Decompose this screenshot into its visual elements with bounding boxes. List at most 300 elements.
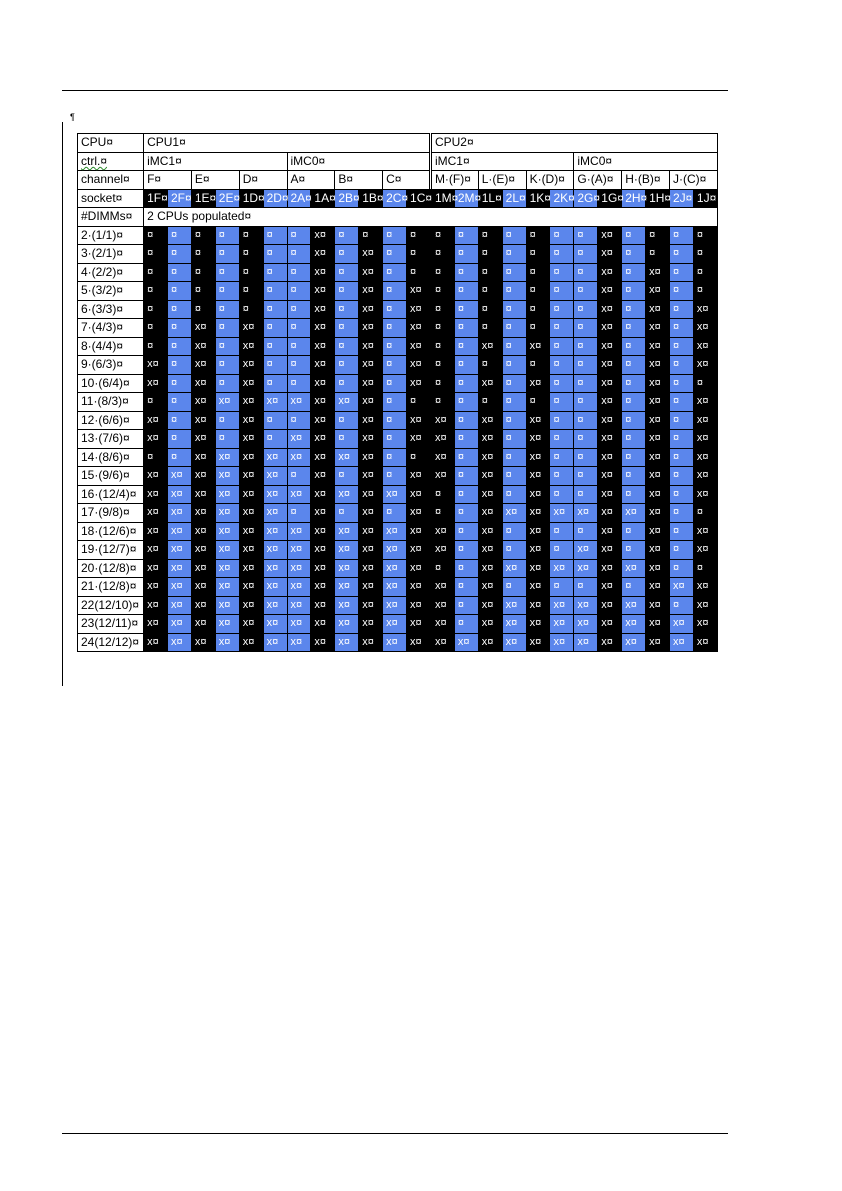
config-cell: ¤ bbox=[287, 374, 311, 393]
config-cell: ¤ bbox=[383, 393, 407, 412]
config-cell: ¤ bbox=[144, 319, 168, 338]
config-cell: x¤ bbox=[144, 411, 168, 430]
config-cell: ¤ bbox=[335, 263, 359, 282]
config-row bbox=[78, 337, 718, 356]
config-cell: x¤ bbox=[311, 615, 335, 634]
config-cell: ¤ bbox=[335, 245, 359, 264]
config-cell: ¤ bbox=[263, 319, 287, 338]
config-cell: x¤ bbox=[239, 411, 263, 430]
config-row bbox=[78, 356, 718, 375]
config-row-label: 6·(3/3)¤ bbox=[78, 300, 144, 319]
config-cell: x¤ bbox=[693, 522, 717, 541]
config-cell: x¤ bbox=[311, 245, 335, 264]
config-cell: ¤ bbox=[526, 319, 550, 338]
config-cell: ¤ bbox=[622, 411, 646, 430]
config-cell: x¤ bbox=[550, 504, 574, 523]
config-row-label: 17·(9/8)¤ bbox=[78, 504, 144, 523]
config-cell: ¤ bbox=[574, 263, 598, 282]
config-row bbox=[78, 374, 718, 393]
config-cell: x¤ bbox=[144, 615, 168, 634]
config-cell: x¤ bbox=[622, 615, 646, 634]
config-cell: ¤ bbox=[693, 559, 717, 578]
config-cell: ¤ bbox=[670, 337, 694, 356]
config-cell: ¤ bbox=[430, 504, 454, 523]
config-cell: ¤ bbox=[263, 356, 287, 375]
config-row bbox=[78, 578, 718, 597]
config-cell: ¤ bbox=[383, 467, 407, 486]
socket-cell: 2J¤ bbox=[670, 189, 694, 208]
config-cell: x¤ bbox=[478, 615, 502, 634]
config-cell: x¤ bbox=[574, 615, 598, 634]
config-cell: x¤ bbox=[359, 374, 383, 393]
config-cell: ¤ bbox=[383, 411, 407, 430]
config-cell: ¤ bbox=[550, 356, 574, 375]
config-row-label: 23(12/11)¤ bbox=[78, 615, 144, 634]
config-cell: ¤ bbox=[478, 356, 502, 375]
config-cell: x¤ bbox=[359, 541, 383, 560]
config-cell: ¤ bbox=[670, 374, 694, 393]
config-cell: x¤ bbox=[287, 596, 311, 615]
config-cell: x¤ bbox=[526, 374, 550, 393]
config-cell: x¤ bbox=[693, 356, 717, 375]
config-cell: ¤ bbox=[502, 300, 526, 319]
config-cell: x¤ bbox=[430, 633, 454, 652]
config-row-label: 13·(7/6)¤ bbox=[78, 430, 144, 449]
config-row-label: 5·(3/2)¤ bbox=[78, 282, 144, 301]
channel-cell: K·(D)¤ bbox=[526, 171, 574, 190]
config-cell: ¤ bbox=[167, 319, 191, 338]
socket-cell: 1H¤ bbox=[646, 189, 670, 208]
config-row bbox=[78, 226, 718, 245]
config-cell: ¤ bbox=[430, 393, 454, 412]
config-cell: x¤ bbox=[550, 559, 574, 578]
config-cell: x¤ bbox=[287, 633, 311, 652]
config-cell: x¤ bbox=[646, 300, 670, 319]
config-cell: x¤ bbox=[526, 504, 550, 523]
config-cell: x¤ bbox=[287, 485, 311, 504]
config-cell: x¤ bbox=[478, 467, 502, 486]
config-cell: x¤ bbox=[526, 485, 550, 504]
config-cell: ¤ bbox=[502, 393, 526, 412]
config-cell: ¤ bbox=[622, 226, 646, 245]
config-cell: ¤ bbox=[574, 467, 598, 486]
config-cell: ¤ bbox=[407, 263, 431, 282]
config-cell: x¤ bbox=[407, 559, 431, 578]
config-cell: ¤ bbox=[239, 282, 263, 301]
config-cell: ¤ bbox=[167, 337, 191, 356]
config-cell: x¤ bbox=[478, 633, 502, 652]
config-cell: ¤ bbox=[670, 226, 694, 245]
ctrl-cpu1-imc1: iMC1¤ bbox=[144, 152, 287, 171]
config-cell: x¤ bbox=[407, 467, 431, 486]
config-cell: ¤ bbox=[383, 263, 407, 282]
socket-cell: 2K¤ bbox=[550, 189, 574, 208]
config-cell: ¤ bbox=[622, 541, 646, 560]
config-cell: x¤ bbox=[478, 485, 502, 504]
config-cell: ¤ bbox=[574, 430, 598, 449]
config-cell: ¤ bbox=[622, 448, 646, 467]
config-cell: ¤ bbox=[670, 541, 694, 560]
socket-cell: 1C¤ bbox=[407, 189, 431, 208]
config-cell: ¤ bbox=[144, 245, 168, 264]
socket-cell: 2L¤ bbox=[502, 189, 526, 208]
ctrl-row bbox=[78, 152, 718, 171]
config-cell: x¤ bbox=[191, 559, 215, 578]
config-cell: ¤ bbox=[550, 374, 574, 393]
config-cell: ¤ bbox=[215, 263, 239, 282]
config-cell: ¤ bbox=[550, 578, 574, 597]
config-cell: x¤ bbox=[478, 522, 502, 541]
config-cell: ¤ bbox=[550, 485, 574, 504]
config-cell: ¤ bbox=[550, 337, 574, 356]
config-cell: ¤ bbox=[191, 263, 215, 282]
config-cell: ¤ bbox=[646, 245, 670, 264]
config-cell: ¤ bbox=[167, 263, 191, 282]
config-cell: ¤ bbox=[287, 504, 311, 523]
config-cell: x¤ bbox=[335, 448, 359, 467]
config-cell: x¤ bbox=[311, 263, 335, 282]
config-cell: x¤ bbox=[430, 467, 454, 486]
config-cell: x¤ bbox=[239, 393, 263, 412]
config-cell: x¤ bbox=[191, 633, 215, 652]
config-cell: ¤ bbox=[454, 541, 478, 560]
config-cell: x¤ bbox=[311, 226, 335, 245]
config-row bbox=[78, 430, 718, 449]
config-cell: ¤ bbox=[383, 337, 407, 356]
config-cell: ¤ bbox=[383, 430, 407, 449]
config-row bbox=[78, 467, 718, 486]
config-cell: x¤ bbox=[478, 374, 502, 393]
config-cell: ¤ bbox=[574, 319, 598, 338]
config-cell: x¤ bbox=[144, 485, 168, 504]
config-cell: ¤ bbox=[430, 282, 454, 301]
config-cell: ¤ bbox=[263, 263, 287, 282]
config-cell: ¤ bbox=[215, 430, 239, 449]
config-cell: x¤ bbox=[526, 541, 550, 560]
config-cell: x¤ bbox=[598, 226, 622, 245]
config-cell: ¤ bbox=[622, 337, 646, 356]
socket-cell: 1M¤ bbox=[430, 189, 454, 208]
ctrl-cpu1-imc0: iMC0¤ bbox=[287, 152, 430, 171]
config-cell: x¤ bbox=[693, 596, 717, 615]
config-cell: x¤ bbox=[167, 541, 191, 560]
config-cell: ¤ bbox=[550, 430, 574, 449]
config-cell: x¤ bbox=[144, 559, 168, 578]
config-cell: x¤ bbox=[263, 467, 287, 486]
config-row bbox=[78, 615, 718, 634]
socket-row bbox=[78, 189, 718, 208]
config-cell: x¤ bbox=[263, 596, 287, 615]
config-cell: ¤ bbox=[670, 393, 694, 412]
config-cell: x¤ bbox=[502, 615, 526, 634]
config-cell: ¤ bbox=[574, 337, 598, 356]
config-cell: x¤ bbox=[191, 374, 215, 393]
config-cell: x¤ bbox=[311, 559, 335, 578]
config-cell: x¤ bbox=[263, 504, 287, 523]
config-cell: x¤ bbox=[478, 504, 502, 523]
config-cell: x¤ bbox=[693, 393, 717, 412]
socket-cell: 1K¤ bbox=[526, 189, 550, 208]
config-cell: ¤ bbox=[622, 282, 646, 301]
config-row bbox=[78, 282, 718, 301]
config-cell: ¤ bbox=[191, 300, 215, 319]
config-cell: x¤ bbox=[526, 430, 550, 449]
config-cell: x¤ bbox=[335, 615, 359, 634]
socket-cell: 2M¤ bbox=[454, 189, 478, 208]
config-cell: x¤ bbox=[311, 578, 335, 597]
config-cell: x¤ bbox=[574, 559, 598, 578]
config-cell: x¤ bbox=[693, 337, 717, 356]
config-cell: x¤ bbox=[167, 485, 191, 504]
config-cell: ¤ bbox=[287, 356, 311, 375]
config-row bbox=[78, 319, 718, 338]
channel-cell: C¤ bbox=[383, 171, 431, 190]
config-cell: ¤ bbox=[167, 374, 191, 393]
config-cell: x¤ bbox=[407, 541, 431, 560]
config-cell: ¤ bbox=[622, 485, 646, 504]
config-cell: ¤ bbox=[670, 411, 694, 430]
config-cell: x¤ bbox=[407, 615, 431, 634]
config-cell: x¤ bbox=[191, 578, 215, 597]
config-row bbox=[78, 559, 718, 578]
config-cell: x¤ bbox=[191, 393, 215, 412]
config-cell: ¤ bbox=[693, 226, 717, 245]
config-cell: x¤ bbox=[430, 615, 454, 634]
config-cell: x¤ bbox=[311, 393, 335, 412]
config-cell: ¤ bbox=[263, 300, 287, 319]
config-cell: ¤ bbox=[430, 300, 454, 319]
config-cell: x¤ bbox=[646, 337, 670, 356]
config-row-label: 15·(9/6)¤ bbox=[78, 467, 144, 486]
config-cell: x¤ bbox=[359, 559, 383, 578]
config-cell: ¤ bbox=[526, 356, 550, 375]
config-cell: ¤ bbox=[502, 467, 526, 486]
config-row-label: 24(12/12)¤ bbox=[78, 633, 144, 652]
config-cell: ¤ bbox=[526, 226, 550, 245]
config-cell: x¤ bbox=[311, 504, 335, 523]
config-cell: ¤ bbox=[263, 430, 287, 449]
config-cell: ¤ bbox=[502, 374, 526, 393]
config-cell: ¤ bbox=[263, 282, 287, 301]
config-cell: x¤ bbox=[670, 633, 694, 652]
config-cell: x¤ bbox=[598, 337, 622, 356]
config-cell: ¤ bbox=[622, 319, 646, 338]
config-cell: x¤ bbox=[598, 448, 622, 467]
config-cell: ¤ bbox=[167, 393, 191, 412]
config-cell: ¤ bbox=[693, 263, 717, 282]
config-cell: x¤ bbox=[263, 485, 287, 504]
config-cell: ¤ bbox=[670, 559, 694, 578]
config-cell: ¤ bbox=[622, 300, 646, 319]
channel-cell: H·(B)¤ bbox=[622, 171, 670, 190]
config-cell: x¤ bbox=[191, 430, 215, 449]
config-cell: x¤ bbox=[144, 467, 168, 486]
config-cell: x¤ bbox=[550, 633, 574, 652]
config-cell: ¤ bbox=[478, 300, 502, 319]
config-cell: x¤ bbox=[478, 337, 502, 356]
config-cell: ¤ bbox=[144, 226, 168, 245]
config-cell: x¤ bbox=[526, 596, 550, 615]
config-cell: x¤ bbox=[144, 578, 168, 597]
config-cell: x¤ bbox=[407, 430, 431, 449]
config-cell: x¤ bbox=[287, 615, 311, 634]
config-cell: ¤ bbox=[502, 245, 526, 264]
socket-cell: 2A¤ bbox=[287, 189, 311, 208]
config-cell: ¤ bbox=[167, 430, 191, 449]
config-cell: ¤ bbox=[502, 226, 526, 245]
config-cell: ¤ bbox=[454, 263, 478, 282]
config-cell: ¤ bbox=[478, 263, 502, 282]
config-cell: x¤ bbox=[167, 467, 191, 486]
config-cell: x¤ bbox=[335, 633, 359, 652]
dimm-population-table-wrap bbox=[77, 133, 718, 652]
config-cell: x¤ bbox=[407, 504, 431, 523]
config-cell: x¤ bbox=[598, 522, 622, 541]
config-cell: ¤ bbox=[454, 374, 478, 393]
config-cell: ¤ bbox=[215, 374, 239, 393]
socket-cell: 2D¤ bbox=[263, 189, 287, 208]
config-cell: ¤ bbox=[430, 263, 454, 282]
config-cell: ¤ bbox=[502, 411, 526, 430]
config-cell: x¤ bbox=[502, 596, 526, 615]
config-cell: ¤ bbox=[383, 319, 407, 338]
config-cell: x¤ bbox=[407, 578, 431, 597]
config-cell: ¤ bbox=[430, 485, 454, 504]
config-cell: ¤ bbox=[335, 467, 359, 486]
config-row-label: 3·(2/1)¤ bbox=[78, 245, 144, 264]
config-cell: ¤ bbox=[287, 245, 311, 264]
config-cell: ¤ bbox=[263, 411, 287, 430]
config-cell: ¤ bbox=[454, 467, 478, 486]
config-cell: x¤ bbox=[574, 596, 598, 615]
config-cell: x¤ bbox=[598, 504, 622, 523]
config-cell: x¤ bbox=[407, 300, 431, 319]
config-cell: ¤ bbox=[550, 226, 574, 245]
config-cell: ¤ bbox=[550, 393, 574, 412]
config-cell: x¤ bbox=[407, 596, 431, 615]
config-cell: x¤ bbox=[239, 541, 263, 560]
config-cell: ¤ bbox=[670, 282, 694, 301]
config-cell: ¤ bbox=[502, 485, 526, 504]
config-cell: x¤ bbox=[311, 467, 335, 486]
config-cell: x¤ bbox=[239, 633, 263, 652]
config-cell: x¤ bbox=[191, 319, 215, 338]
config-cell: x¤ bbox=[215, 393, 239, 412]
config-cell: ¤ bbox=[693, 504, 717, 523]
header-rule bbox=[62, 90, 728, 91]
config-row bbox=[78, 485, 718, 504]
config-row bbox=[78, 448, 718, 467]
config-row-label: 11·(8/3)¤ bbox=[78, 393, 144, 412]
config-cell: ¤ bbox=[383, 356, 407, 375]
config-cell: ¤ bbox=[430, 337, 454, 356]
config-cell: x¤ bbox=[526, 467, 550, 486]
ctrl-label bbox=[78, 152, 144, 171]
config-cell: x¤ bbox=[646, 319, 670, 338]
config-cell: ¤ bbox=[622, 578, 646, 597]
config-cell: x¤ bbox=[263, 559, 287, 578]
config-cell: x¤ bbox=[335, 393, 359, 412]
config-row bbox=[78, 596, 718, 615]
config-cell: ¤ bbox=[454, 337, 478, 356]
config-row bbox=[78, 245, 718, 264]
config-cell: x¤ bbox=[215, 578, 239, 597]
config-cell: ¤ bbox=[335, 411, 359, 430]
config-cell: ¤ bbox=[478, 319, 502, 338]
config-cell: x¤ bbox=[526, 578, 550, 597]
config-cell: ¤ bbox=[670, 467, 694, 486]
config-cell: ¤ bbox=[622, 356, 646, 375]
config-cell: ¤ bbox=[263, 374, 287, 393]
dimms-value: 2 CPUs populated¤ bbox=[144, 208, 718, 227]
config-cell: x¤ bbox=[454, 633, 478, 652]
config-cell: ¤ bbox=[335, 356, 359, 375]
config-cell: x¤ bbox=[646, 448, 670, 467]
config-row-label: 22(12/10)¤ bbox=[78, 596, 144, 615]
config-cell: ¤ bbox=[167, 448, 191, 467]
config-cell: x¤ bbox=[191, 485, 215, 504]
config-cell: ¤ bbox=[622, 374, 646, 393]
config-cell: x¤ bbox=[263, 615, 287, 634]
config-cell: ¤ bbox=[502, 337, 526, 356]
config-cell: x¤ bbox=[430, 411, 454, 430]
config-cell: x¤ bbox=[598, 319, 622, 338]
config-cell: x¤ bbox=[526, 522, 550, 541]
config-cell: ¤ bbox=[454, 226, 478, 245]
config-cell: x¤ bbox=[430, 448, 454, 467]
socket-cell: 1J¤ bbox=[693, 189, 717, 208]
config-cell: x¤ bbox=[167, 596, 191, 615]
config-cell: x¤ bbox=[598, 300, 622, 319]
config-cell: x¤ bbox=[693, 411, 717, 430]
frame-left-edge bbox=[62, 122, 63, 686]
config-cell: x¤ bbox=[574, 541, 598, 560]
config-cell: x¤ bbox=[359, 467, 383, 486]
config-cell: ¤ bbox=[550, 411, 574, 430]
channel-cell: D¤ bbox=[239, 171, 287, 190]
config-cell: ¤ bbox=[335, 300, 359, 319]
config-cell: ¤ bbox=[144, 300, 168, 319]
config-cell: ¤ bbox=[263, 245, 287, 264]
config-cell: x¤ bbox=[478, 559, 502, 578]
config-cell: x¤ bbox=[383, 485, 407, 504]
config-cell: x¤ bbox=[239, 578, 263, 597]
config-cell: x¤ bbox=[359, 504, 383, 523]
config-cell: x¤ bbox=[144, 541, 168, 560]
config-cell: x¤ bbox=[144, 633, 168, 652]
config-cell: x¤ bbox=[359, 300, 383, 319]
config-cell: x¤ bbox=[430, 430, 454, 449]
config-cell: x¤ bbox=[215, 485, 239, 504]
config-cell: ¤ bbox=[144, 448, 168, 467]
config-row-label: 19·(12/7)¤ bbox=[78, 541, 144, 560]
socket-cell: 1L¤ bbox=[478, 189, 502, 208]
config-cell: ¤ bbox=[407, 226, 431, 245]
config-cell: x¤ bbox=[215, 596, 239, 615]
config-cell: x¤ bbox=[407, 411, 431, 430]
config-cell: x¤ bbox=[191, 411, 215, 430]
socket-cell: 1E¤ bbox=[191, 189, 215, 208]
config-cell: x¤ bbox=[239, 559, 263, 578]
cpu2-header: CPU2¤ bbox=[430, 134, 717, 153]
config-cell: x¤ bbox=[359, 411, 383, 430]
config-cell: ¤ bbox=[693, 245, 717, 264]
config-cell: ¤ bbox=[574, 485, 598, 504]
config-cell: x¤ bbox=[239, 596, 263, 615]
config-cell: x¤ bbox=[311, 633, 335, 652]
config-row bbox=[78, 393, 718, 412]
config-cell: ¤ bbox=[550, 522, 574, 541]
